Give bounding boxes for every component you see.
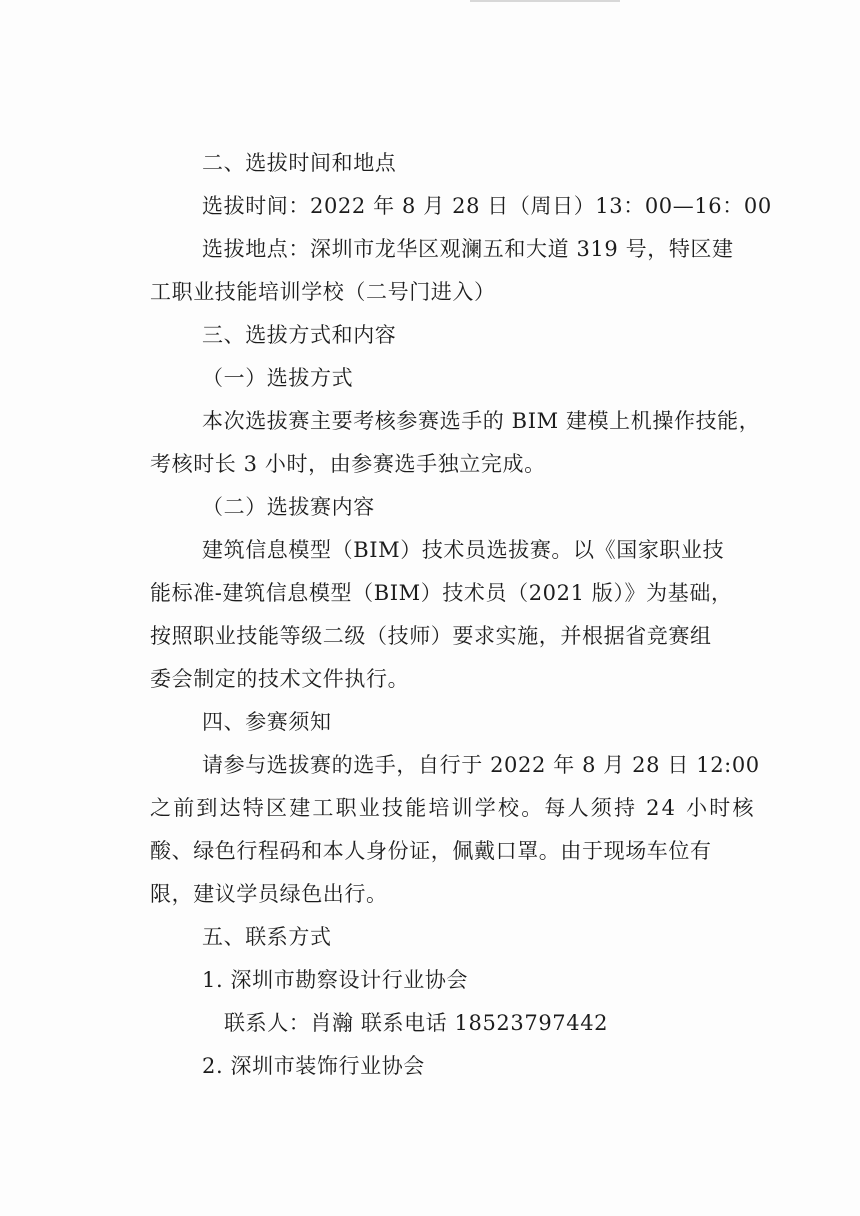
contact-org-2: 2. 深圳市装饰行业协会	[202, 1054, 425, 1078]
scan-edge-mark	[470, 0, 620, 2]
selection-location-continued: 工职业技能培训学校（二号门进入）	[150, 280, 496, 304]
method-paragraph: 本次选拔赛主要考核参赛选手的 BIM 建模上机操作技能，	[202, 409, 761, 433]
notice-paragraph-line-3: 酸、绿色行程码和本人身份证，佩戴口罩。由于现场车位有	[150, 839, 712, 863]
section-heading-time-location: 二、选拔时间和地点	[202, 151, 397, 175]
selection-location: 选拔地点：深圳市龙华区观澜五和大道 319 号，特区建	[202, 237, 734, 261]
method-paragraph-continued: 考核时长 3 小时，由参赛选手独立完成。	[150, 452, 546, 476]
notice-paragraph-line-2: 之前到达特区建工职业技能培训学校。每人须持 24 小时核	[150, 796, 756, 820]
section-heading-method-content: 三、选拔方式和内容	[202, 323, 397, 347]
content-paragraph-line-4: 委会制定的技术文件执行。	[150, 667, 410, 691]
contact-org-1: 1. 深圳市勘察设计行业协会	[202, 968, 469, 992]
content-paragraph-line-2: 能标准-建筑信息模型（BIM）技术员（2021 版）》为基础，	[150, 581, 733, 605]
section-heading-notice: 四、参赛须知	[202, 710, 332, 734]
subheading-method: （一）选拔方式	[202, 366, 354, 390]
content-paragraph-line-3: 按照职业技能等级二级（技师）要求实施，并根据省竞赛组	[150, 624, 712, 648]
selection-time: 选拔时间：2022 年 8 月 28 日（周日）13：00—16：00	[202, 194, 772, 218]
content-paragraph: 建筑信息模型（BIM）技术员选拔赛。以《国家职业技	[202, 538, 725, 562]
subheading-content: （二）选拔赛内容	[202, 495, 375, 519]
section-heading-contact: 五、联系方式	[202, 925, 332, 949]
notice-paragraph-line-4: 限，建议学员绿色出行。	[150, 882, 388, 906]
contact-person-1: 联系人：肖瀚 联系电话 18523797442	[224, 1011, 609, 1035]
notice-paragraph: 请参与选拔赛的选手，自行于 2022 年 8 月 28 日 12:00	[202, 753, 760, 777]
document-body	[150, 142, 772, 1088]
